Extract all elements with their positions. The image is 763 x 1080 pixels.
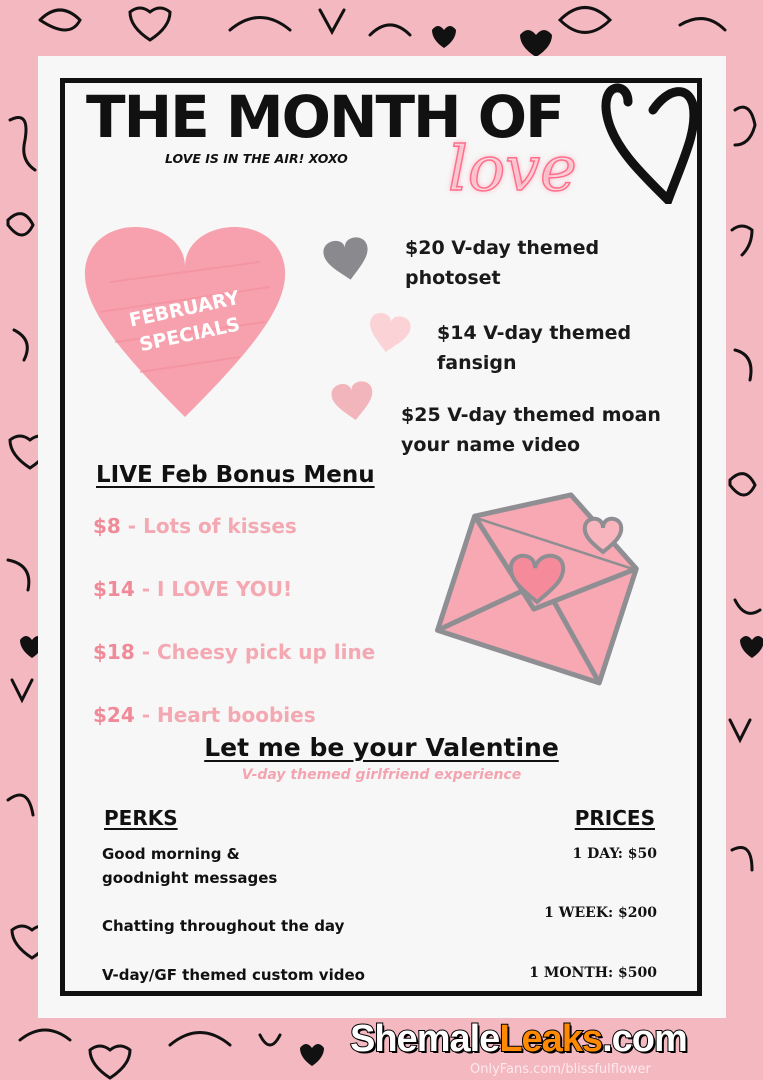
- tagline: LOVE IS IN THE AIR! XOXO: [165, 151, 348, 166]
- neon-love-script: love: [448, 132, 577, 205]
- bonus-item: $14 - I LOVE YOU!: [93, 577, 293, 601]
- special-item: $25 V-day themed moan your name video: [401, 404, 661, 456]
- page-title: THE MONTH OF: [86, 83, 563, 151]
- bonus-item: $24 - Heart boobies: [93, 703, 316, 727]
- valentine-subtitle: V-day themed girlfriend experience: [241, 767, 522, 783]
- outline-heart-icon: [598, 80, 702, 204]
- doodle-heart-icon: [130, 8, 170, 40]
- doodle-heart-icon: [230, 18, 290, 31]
- doodle-heart-icon: [40, 10, 80, 30]
- price-item: 1 DAY: $50: [572, 846, 657, 862]
- heart-icon: [366, 310, 412, 356]
- bonus-menu-title: LIVE Feb Bonus Menu: [96, 462, 375, 488]
- special-item: $14 V-day themed fansign: [437, 322, 632, 374]
- watermark-logo: ShemaleLeaks.com: [350, 1018, 687, 1060]
- specials-badge-label: FEBRUARY SPECIALS: [127, 286, 242, 357]
- price-item: 1 WEEK: $200: [544, 905, 657, 921]
- special-item: $20 V-day themed photoset: [405, 237, 600, 289]
- envelope-icon: [425, 480, 655, 700]
- perk-item: Good morning & goodnight messages: [102, 845, 278, 887]
- prices-header: PRICES: [574, 806, 655, 830]
- perk-item: V-day/GF themed custom video: [102, 966, 365, 984]
- heart-icon: [322, 236, 372, 282]
- valentine-title: Let me be your Valentine: [204, 733, 559, 762]
- price-item: 1 MONTH: $500: [529, 965, 657, 981]
- perks-header: PERKS: [104, 806, 178, 830]
- bonus-item: $8 - Lots of kisses: [93, 514, 297, 538]
- heart-icon: [330, 378, 376, 424]
- faint-watermark: OnlyFans.com/blissfulflower: [470, 1062, 651, 1077]
- bonus-item: $18 - Cheesy pick up line: [93, 640, 376, 664]
- perk-item: Chatting throughout the day: [102, 917, 345, 935]
